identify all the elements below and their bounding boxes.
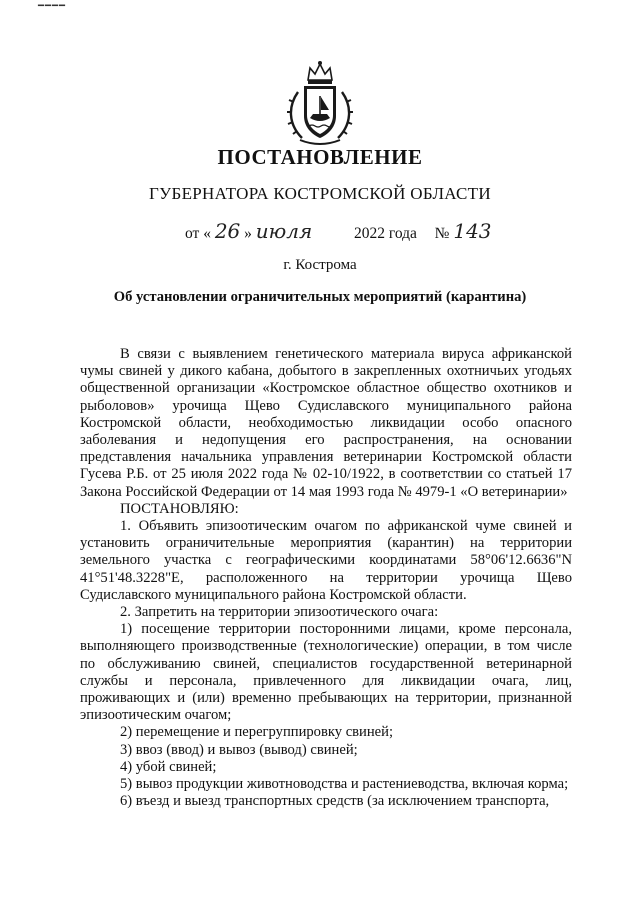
document-body (80, 346, 572, 810)
document-subject-heading: Об установлении ограничительных мероприятий (карантина) (113, 289, 527, 305)
date-quote-close: » (244, 225, 252, 242)
city-name: г. Кострома (283, 257, 357, 273)
item-1-paragraph: 1. Объявить эпизоотическим очагом по африканской чуме свиней и установить ограничительные мероприятия (карантин) на территории земельного участка с географическими координатами 58°06'12.6636"N 41°51'48.3228"E, расположенного на территории урочища Щево Судиславского муниципального района Костромской области. (80, 518, 572, 603)
subitem-6-paragraph: 6) въезд и выезд транспортных средств (за исключением транспорта, (120, 793, 550, 810)
issuer-title: ГУБЕРНАТОРА КОСТРОМСКОЙ ОБЛАСТИ (149, 184, 491, 203)
subitem-5-paragraph: 5) вывоз продукции животноводства и растениеводства, включая корма; (120, 776, 569, 793)
decree-word: ПОСТАНОВЛЯЮ: (120, 500, 239, 517)
subitem-1-paragraph: 1) посещение территории посторонними лицами, кроме персонала, выполняющего производственные (технологические) операции, в том числе по обслуживанию свиней, специалистов государственной ветеринарной службы и персонала, привлеченного для ликвидации очага, лиц, проживающих и (или) временно пребывающих на территории, признанной эпизоотическим очагом; (80, 621, 572, 724)
item-2-paragraph: 2. Запретить на территории эпизоотического очага: (120, 604, 439, 621)
subitem-4-paragraph: 4) убой свиней; (120, 758, 217, 775)
handwritten-day: 26 (214, 219, 241, 243)
date-year: 2022 года (354, 225, 417, 242)
subitem-2-paragraph: 2) перемещение и перегруппировку свиней; (120, 724, 394, 741)
date-and-number-line (185, 219, 492, 243)
preamble-paragraph: В связи с выявлением генетического материала вируса африканской чумы свиней у дикого кабана, добытого в закрепленных охотничьих угодьях общественной организации «Костромское областное общество охотников и рыболовов» урочища Щево Судиславского муниципального района Костромской области, необходимостью ликвидации особо опасного заболевания и недопущения его распространения, на основании представления начальника управления ветеринарии Костромской области Гусева Р.Б. от 25 июля 2022 года № 02-10/1922, в соответствии со статьей 17 Закона Российской Федерации от 14 мая 1993 года № 4979-1 «О ветеринарии» (80, 346, 572, 500)
handwritten-number: 143 (453, 219, 492, 243)
corner-scan-mark: ▔▔▔▔ (38, 6, 67, 17)
document-title: ПОСТАНОВЛЕНИЕ (217, 145, 423, 169)
handwritten-month: июля (255, 219, 313, 243)
subitem-3-paragraph: 3) ввоз (ввод) и вывоз (вывод) свиней; (120, 741, 358, 758)
kostroma-coat-of-arms-icon (280, 58, 360, 148)
number-sign: № (434, 225, 450, 242)
date-prefix: от « (185, 225, 211, 242)
